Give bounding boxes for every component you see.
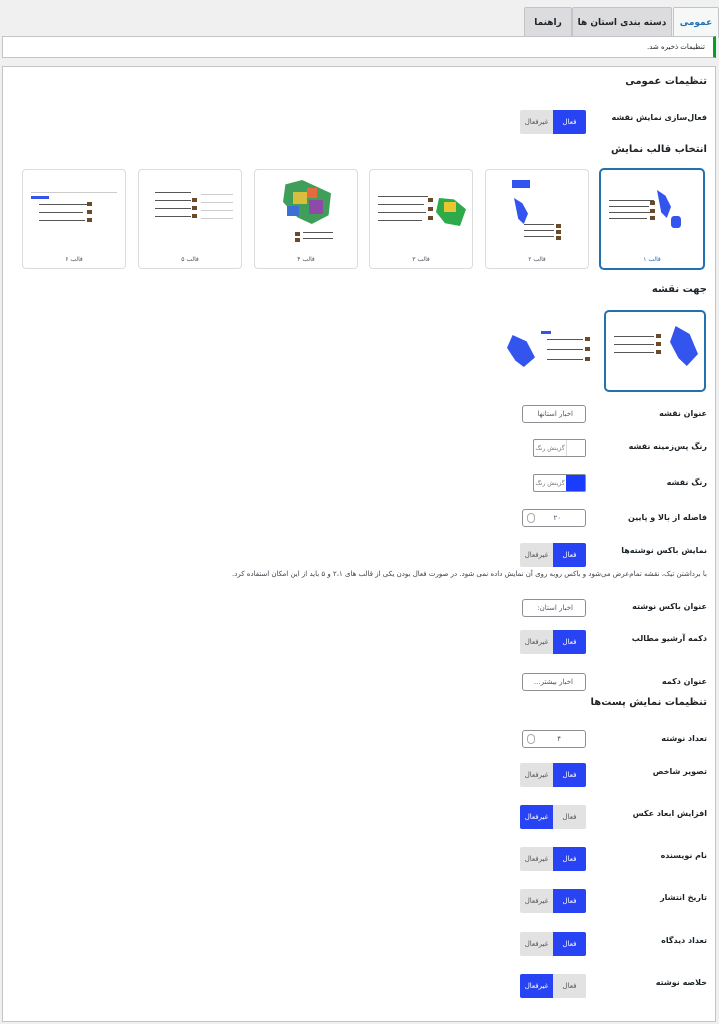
toggle-on-option[interactable]: فعال — [553, 805, 586, 829]
toggle-on-option[interactable]: فعال — [553, 543, 586, 567]
toggle-off-option[interactable]: غیرفعال — [520, 805, 553, 829]
toggle-off-option[interactable]: غیرفعال — [520, 110, 553, 134]
template-option-6[interactable] — [22, 169, 126, 269]
template-4-caption: قالب ۴ — [297, 256, 315, 263]
excerpt-toggle[interactable] — [520, 974, 586, 998]
tab-general-label: عمومی — [679, 18, 713, 28]
archive-button-toggle[interactable] — [520, 630, 586, 654]
map-color-label: رنگ نقشه — [666, 478, 707, 487]
spacing-input[interactable] — [522, 509, 586, 527]
toggle-off-option[interactable]: غیرفعال — [520, 889, 553, 913]
template-6-preview — [31, 180, 117, 250]
archive-button-label: دکمه آرشیو مطالب — [631, 634, 707, 643]
author-toggle[interactable] — [520, 847, 586, 871]
spacing-value: ۲۰ — [553, 514, 561, 522]
map-bg-color-picker[interactable] — [533, 439, 586, 457]
comment-count-label: تعداد دیدگاه — [661, 936, 707, 945]
show-box-label: نمایش باکس نوشته‌ها — [621, 546, 707, 555]
toggle-on-option[interactable]: فعال — [553, 763, 586, 787]
tab-province-categories[interactable] — [572, 7, 672, 37]
comment-count-toggle[interactable] — [520, 932, 586, 956]
publish-date-label: تاریخ انتشار — [660, 893, 707, 902]
color-picker-text: گزینش رنگ — [535, 444, 565, 452]
enlarge-image-label: افزایش ابعاد عکس — [632, 809, 707, 818]
toggle-on-option[interactable]: فعال — [553, 889, 586, 913]
button-title-input[interactable]: اخبار بیشتر... — [522, 673, 586, 691]
post-count-value: ۴ — [557, 735, 561, 743]
map-enable-toggle[interactable] — [520, 110, 586, 134]
posts-settings-title: تنظیمات نمایش پست‌ها — [590, 697, 707, 708]
template-5-preview — [147, 180, 233, 250]
direction-1-preview — [614, 326, 696, 376]
template-option-1[interactable] — [600, 169, 704, 269]
template-option-3[interactable] — [369, 169, 473, 269]
map-title-input[interactable]: اخبار استانها — [522, 405, 586, 423]
toggle-off-option[interactable]: غیرفعال — [520, 932, 553, 956]
template-1-preview — [609, 180, 695, 250]
toggle-on-option[interactable]: فعال — [553, 974, 586, 998]
excerpt-label: خلاصه نوشته — [655, 978, 707, 987]
template-2-caption: قالب ۲ — [528, 256, 546, 263]
color-swatch — [566, 440, 585, 456]
box-title-label: عنوان باکس نوشته — [632, 602, 707, 611]
template-3-caption: قالب ۳ — [412, 256, 430, 263]
template-select-title: انتخاب قالب نمایش — [611, 144, 707, 155]
show-box-toggle[interactable] — [520, 543, 586, 567]
toggle-off-option[interactable]: غیرفعال — [520, 543, 553, 567]
map-enable-label: فعال‌سازی نمایش نقشه — [611, 113, 707, 122]
general-settings-title: تنظیمات عمومی — [625, 76, 707, 87]
enlarge-image-toggle[interactable] — [520, 805, 586, 829]
box-title-input[interactable]: اخبار استان: — [522, 599, 586, 617]
template-option-5[interactable] — [138, 169, 242, 269]
color-swatch — [566, 475, 585, 491]
post-count-label: تعداد نوشته — [661, 734, 707, 743]
map-direction-title: جهت نقشه — [651, 284, 707, 295]
toggle-off-option[interactable]: غیرفعال — [520, 630, 553, 654]
toggle-on-option[interactable]: فعال — [553, 630, 586, 654]
map-title-label: عنوان نقشه — [659, 409, 707, 418]
save-notice — [2, 36, 716, 58]
toggle-on-option[interactable]: فعال — [553, 932, 586, 956]
toggle-off-option[interactable]: غیرفعال — [520, 847, 553, 871]
template-1-caption: قالب ۱ — [643, 256, 661, 263]
tab-guide[interactable] — [524, 7, 572, 37]
post-count-input[interactable] — [522, 730, 586, 748]
toggle-on-option[interactable]: فعال — [553, 110, 586, 134]
stepper-icon[interactable] — [527, 734, 535, 744]
publish-date-toggle[interactable] — [520, 889, 586, 913]
template-2-preview — [494, 180, 580, 250]
toggle-off-option[interactable]: غیرفعال — [520, 974, 553, 998]
button-title-label: عنوان دکمه — [661, 677, 707, 686]
direction-option-2[interactable] — [497, 329, 592, 371]
template-3-preview — [378, 180, 464, 250]
direction-option-1[interactable] — [605, 311, 705, 391]
template-4-preview — [263, 180, 349, 250]
notice-text: تنظیمات ذخیره شد. — [647, 43, 705, 51]
color-picker-text: گزینش رنگ — [535, 479, 565, 487]
thumbnail-toggle[interactable] — [520, 763, 586, 787]
template-6-caption: قالب ۶ — [65, 256, 83, 263]
template-option-2[interactable] — [485, 169, 589, 269]
toggle-off-option[interactable]: غیرفعال — [520, 763, 553, 787]
thumbnail-label: تصویر شاخص — [652, 767, 707, 776]
map-color-picker[interactable] — [533, 474, 586, 492]
tab-guide-label: راهنما — [534, 17, 562, 28]
template-5-caption: قالب ۵ — [181, 256, 199, 263]
stepper-icon[interactable] — [527, 513, 535, 523]
spacing-label: فاصله از بالا و پایین — [628, 513, 707, 522]
tab-general[interactable] — [673, 7, 719, 38]
template-option-4[interactable] — [254, 169, 358, 269]
toggle-on-option[interactable]: فعال — [553, 847, 586, 871]
nav-tabs — [6, 7, 713, 37]
author-label: نام نویسنده — [660, 851, 707, 860]
tab-province-categories-label: دسته بندی استان ها — [577, 17, 667, 28]
map-bg-color-label: رنگ پس‌زمینه نقشه — [628, 442, 707, 451]
show-box-help-text: با برداشتن تیک، نقشه تمام‌عرض می‌شود و باکس روبه روی آن نمایش داده نمی شود. در صورت فعال بودن یکی از قالب های ۲،۱ و ۵ باید از این امکان استفاده کرد. — [232, 570, 707, 578]
